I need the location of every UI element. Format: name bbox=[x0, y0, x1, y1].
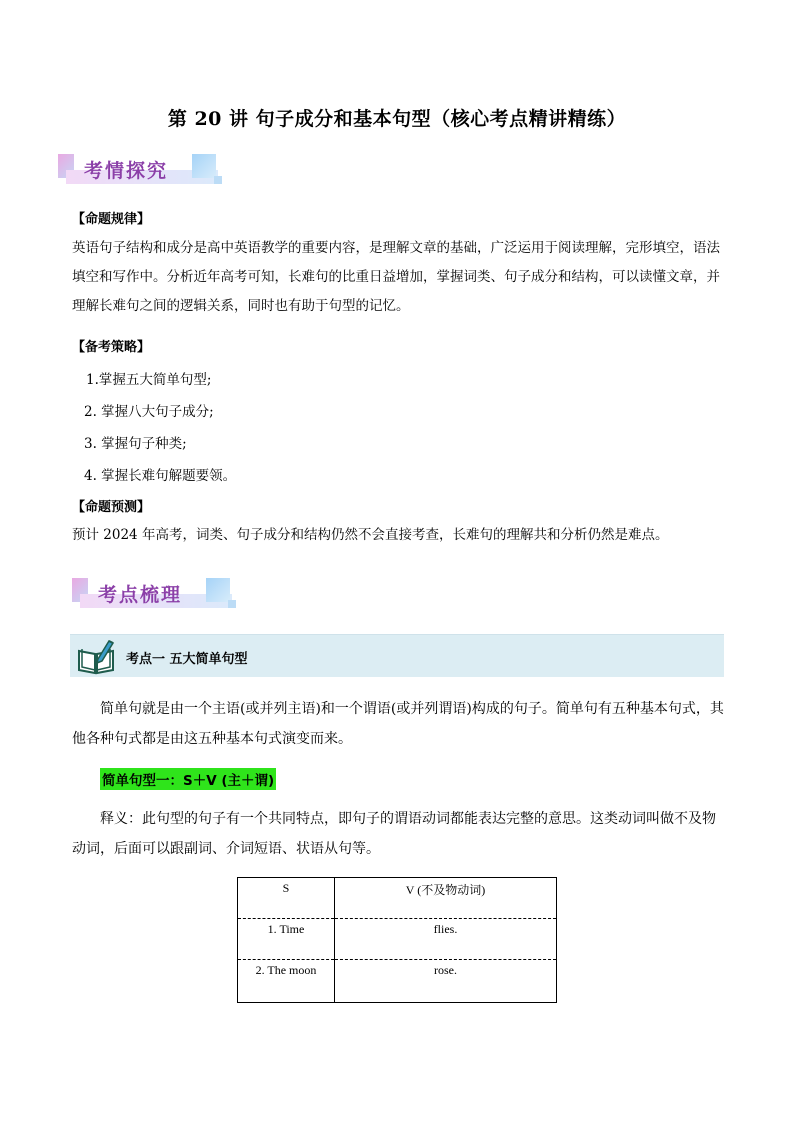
list-item: 4. 掌握长难句解题要领。 bbox=[84, 468, 237, 484]
table-header-cell: S bbox=[238, 878, 335, 919]
paragraph-explanation: 释义：此句型的句子有一个共同特点，即句子的谓语动词都能表达完整的意思。这类动词叫做不及物动词，后面可以跟副词、介词短语、状语从句等。 bbox=[72, 811, 716, 857]
list-item: 1.掌握五大简单句型; bbox=[86, 372, 212, 388]
table-row bbox=[238, 919, 557, 960]
page-title: 第 20 讲 句子成分和基本句型（核心考点精讲精练） bbox=[167, 108, 627, 130]
table-header-row bbox=[238, 878, 557, 919]
key-point-label: 考点一 五大简单句型 bbox=[126, 652, 248, 667]
sub-heading-strategy: 【备考策略】 bbox=[72, 340, 151, 355]
paragraph-prediction: 预计 2024 年高考，词类、句子成分和结构仍然不会直接考查，长难句的理解共和分析仍然是难点。 bbox=[72, 527, 669, 543]
sub-heading-rules: 【命题规律】 bbox=[72, 212, 151, 227]
table-cell: rose. bbox=[335, 960, 557, 1003]
list-item: 3. 掌握句子种类; bbox=[84, 436, 187, 452]
table-cell: 1. Time bbox=[238, 919, 335, 960]
section-banner-label: 考点梳理 bbox=[98, 584, 183, 606]
table-row bbox=[238, 960, 557, 1003]
section-banner-exam-analysis bbox=[58, 154, 218, 188]
list-item: 2. 掌握八大句子成分; bbox=[84, 404, 214, 420]
banner-decoration bbox=[206, 578, 230, 602]
key-point-box bbox=[70, 634, 724, 677]
section-banner-label: 考情探究 bbox=[84, 160, 169, 182]
open-book-pencil-icon bbox=[76, 637, 116, 675]
banner-decoration bbox=[192, 154, 216, 178]
sub-heading-prediction: 【命题预测】 bbox=[72, 500, 151, 515]
paragraph-rules: 英语句子结构和成分是高中英语教学的重要内容，是理解文章的基础，广泛运用于阅读理解，完形填空，语法填空和写作中。分析近年高考可知，长难句的比重日益增加，掌握词类、句子成分和结构，可以读懂文章，并理解长难句之间的逻辑关系，同时也有助于句型的记忆。 bbox=[72, 240, 720, 314]
paragraph-simple-sentence: 简单句就是由一个主语(或并列主语)和一个谓语(或并列谓语)构成的句子。简单句有五种基本句式，其他各种句式都是由这五种基本句式演变而来。 bbox=[72, 701, 724, 747]
sentence-table bbox=[237, 877, 557, 1003]
table-cell: flies. bbox=[335, 919, 557, 960]
table-header-cell: V (不及物动词) bbox=[335, 878, 557, 919]
pattern-heading-highlight: 简单句型一：S＋V (主＋谓) bbox=[100, 768, 276, 790]
section-banner-key-points bbox=[72, 578, 232, 612]
table-cell: 2. The moon bbox=[238, 960, 335, 1003]
